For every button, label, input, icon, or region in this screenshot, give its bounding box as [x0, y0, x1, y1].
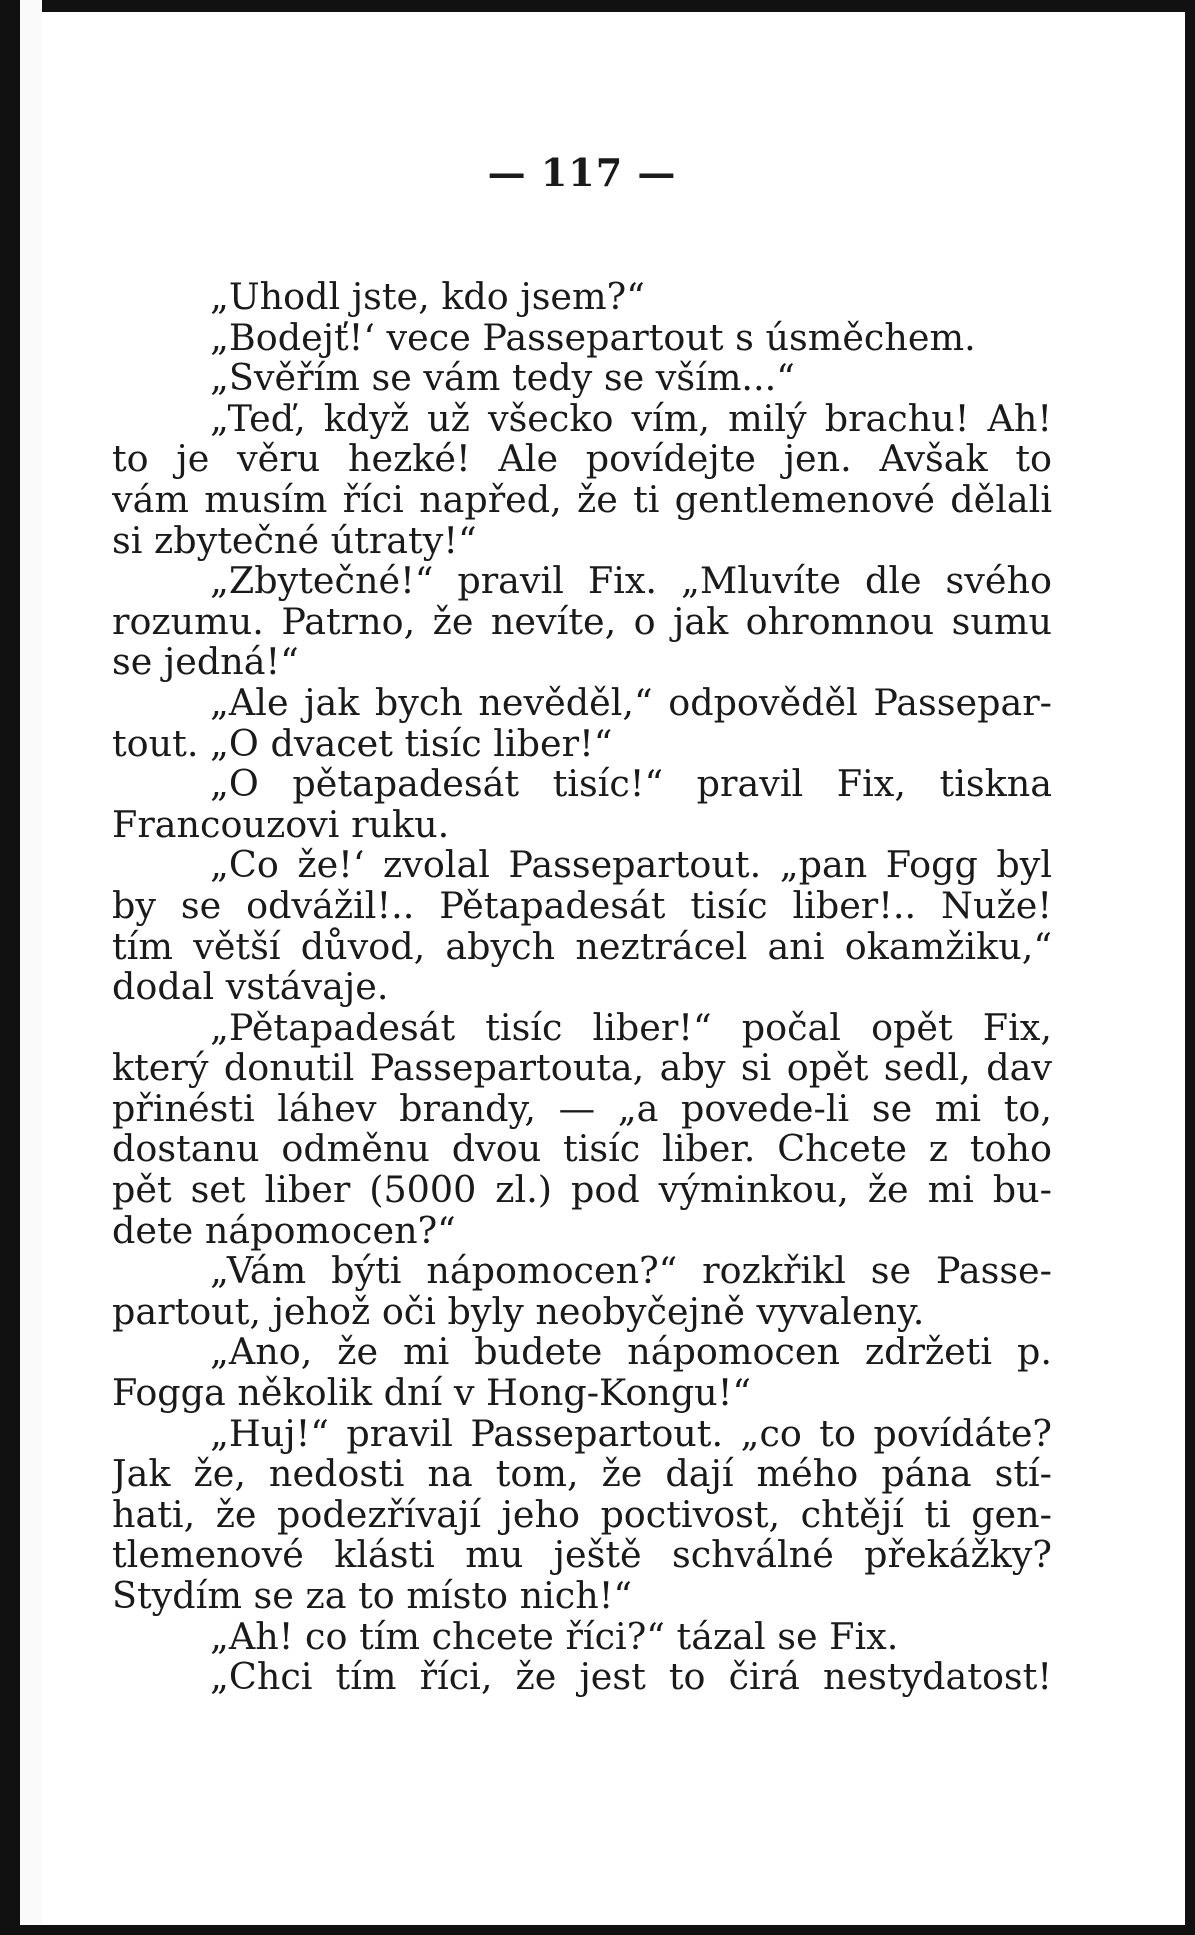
text-line: vám musím říci napřed, že ti gentlemenové dělali	[112, 479, 1052, 521]
text-line: Fogga několik dní v Hong-Kongu!“	[112, 1373, 752, 1414]
text-line: pět set liber (5000 zl.) pod výminkou, že mi bu-	[112, 1170, 1052, 1211]
text-line: „O pětapadesát tisíc!“ pravil Fix, tiskna	[210, 764, 1052, 805]
text-line: „Uhodl jste, kdo jsem?“	[210, 277, 645, 318]
text-line: „Teď, když už všecko vím, milý brachu! Ah!	[210, 398, 1052, 440]
text-body	[112, 277, 1052, 1698]
text-line: Stydím se za to místo nich!“	[112, 1576, 633, 1617]
scan-gutter	[20, 0, 42, 1935]
scan-border-top	[0, 0, 1195, 12]
text-line: „Ah! co tím chcete říci?“ tázal se Fix.	[210, 1616, 899, 1658]
text-line: Jak že, nedosti na tom, že dají mého pána stí-	[112, 1454, 1052, 1495]
scan-border-right	[1185, 0, 1195, 1935]
text-line: přinésti láhev brandy, — „a povede-li se mi to,	[112, 1088, 1052, 1130]
text-line: „Huj!“ pravil Passepartout. „co to povídáte?	[210, 1413, 1052, 1455]
text-line: by se odvážil!.. Pětapadesát tisíc liber!.. Nuže!	[112, 885, 1052, 927]
text-line: „Ano, že mi budete nápomocen zdržeti p.	[210, 1332, 1052, 1374]
text-line: hati, že podezřívají jeho poctivost, chtějí ti gen-	[112, 1494, 1052, 1536]
text-line: „Pětapadesát tisíc liber!“ počal opět Fix,	[210, 1007, 1052, 1049]
text-line: „Co že!‘ zvolal Passepartout. „pan Fogg byl	[210, 845, 1052, 886]
text-line: partout, jehož oči byly neobyčejně vyvaleny.	[112, 1291, 925, 1333]
text-line: který donutil Passepartouta, aby si opět sedl, dav	[112, 1048, 1052, 1089]
text-line: „Zbytečné!“ pravil Fix. „Mluvíte dle svého	[210, 561, 1052, 602]
text-line: rozumu. Patrno, že nevíte, o jak ohromnou sumu	[112, 601, 1052, 643]
text-line: si zbytečné útraty!“	[112, 520, 477, 562]
text-line: dodal vstávaje.	[112, 967, 389, 1008]
text-line: „Vám býti nápomocen?“ rozkřikl se Passe-	[210, 1251, 1052, 1292]
text-line: tím větší důvod, abych neztrácel ani okamžiku,“	[112, 926, 1052, 968]
text-line: tout. „O dvacet tisíc liber!“	[112, 723, 613, 765]
text-line: dete nápomocen?“	[112, 1210, 456, 1252]
page-number: — 117 —	[487, 150, 677, 195]
text-line: „Svěřím se vám tedy se vším...“	[210, 358, 795, 399]
text-line: se jedná!“	[112, 642, 299, 683]
text-line: dostanu odměnu dvou tisíc liber. Chcete z toho	[112, 1129, 1052, 1171]
text-line: Francouzovi ruku.	[112, 804, 450, 846]
text-line: „Chci tím říci, že jest to čirá nestydatost!	[210, 1657, 1052, 1698]
text-line: to je věru hezké! Ale povídejte jen. Avšak to	[112, 439, 1052, 480]
text-line: tlemenové klásti mu ještě schválné překážky?	[112, 1535, 1052, 1576]
book-page	[112, 150, 1052, 1698]
scan-border-bottom	[0, 1925, 1195, 1935]
text-line: „Bodejť!‘ vece Passepartout s úsměchem.	[210, 317, 976, 359]
scan-border-left	[0, 0, 20, 1935]
text-line: „Ale jak bych nevěděl,“ odpověděl Passepar-	[210, 682, 1052, 724]
